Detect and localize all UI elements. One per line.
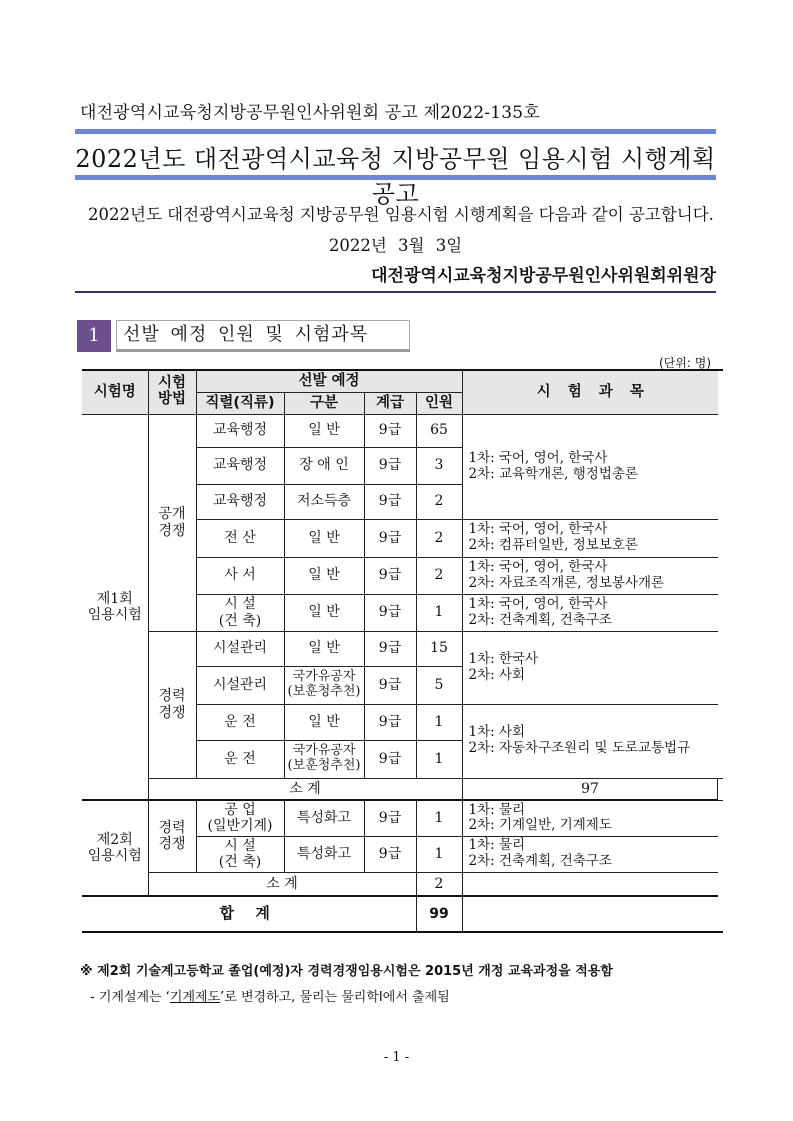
cell-grade: 9급 (364, 484, 416, 519)
cell-subjects: 1차: 국어, 영어, 한국사 2차: 교육학개론, 행정법총론 (462, 414, 718, 519)
cell-position: 전 산 (196, 519, 284, 557)
cell-grade: 9급 (364, 666, 416, 704)
subtotal-value: 2 (416, 872, 462, 896)
total-row (82, 896, 723, 932)
cell-grade: 9급 (364, 836, 416, 872)
total-value: 99 (416, 896, 462, 932)
cell-grade: 9급 (364, 800, 416, 836)
page-number: - 1 - (383, 1050, 410, 1065)
cell-category: 일 반 (284, 704, 364, 740)
header-subjects: 시 험 과 목 (462, 370, 718, 414)
cell-count: 5 (416, 666, 462, 704)
header-divider (75, 291, 716, 293)
table-row (82, 414, 723, 447)
intro-text: 2022년도 대전광역시교육청 지방공무원 임용시험 시행계획을 다음과 같이 공고합니다. (88, 205, 714, 224)
cell-category: 국가유공자 (보훈청추천) (284, 740, 364, 778)
cell-count: 1 (416, 704, 462, 740)
cell-grade: 9급 (364, 594, 416, 631)
header-exam-name: 시험명 (82, 370, 148, 414)
cell-category: 일 반 (284, 414, 364, 447)
cell-subjects: 1차: 사회 2차: 자동차구조원리 및 도로교통법규 (462, 704, 718, 778)
cell-category: 일 반 (284, 594, 364, 631)
cell-category: 일 반 (284, 557, 364, 594)
notice-number: 대전광역시교육청지방공무원인사위원회 공고 제2022-135호 (80, 103, 540, 123)
exam1-method-open: 공개 경쟁 (148, 414, 196, 631)
cell-position: 사 서 (196, 557, 284, 594)
table-row (82, 800, 723, 836)
subtotal-row (82, 872, 723, 896)
cell-count: 1 (416, 836, 462, 872)
cell-count: 2 (416, 484, 462, 519)
cell-category: 국가유공자 (보훈청추천) (284, 666, 364, 704)
cell-subjects: 1차: 국어, 영어, 한국사 2차: 컴퓨터일반, 정보보호론 (462, 519, 718, 557)
header-position: 직렬(직류) (196, 392, 284, 414)
cell-grade: 9급 (364, 519, 416, 557)
cell-count: 1 (416, 594, 462, 631)
cell-count: 3 (416, 447, 462, 484)
cell-subjects: 1차: 물리 2차: 기계일반, 기계제도 (462, 800, 718, 836)
header-grade: 계급 (364, 392, 416, 414)
section-number: 1 (77, 320, 111, 352)
subtotal-label: 소 계 (148, 872, 416, 896)
cell-position: 시 설 (건 축) (196, 836, 284, 872)
section-title: 선발 예정 인원 및 시험과목 (116, 320, 410, 352)
cell-category: 저소득층 (284, 484, 364, 519)
exam1-name: 제1회 임용시험 (82, 414, 148, 800)
cell-position: 공 업 (일반기계) (196, 800, 284, 836)
cell-grade: 9급 (364, 557, 416, 594)
cell-count: 2 (416, 519, 462, 557)
cell-position: 교육행정 (196, 484, 284, 519)
title-bottom-rule (75, 175, 716, 180)
cell-grade: 9급 (364, 740, 416, 778)
header-planned: 선발 예정 (196, 370, 462, 392)
cell-position: 교육행정 (196, 447, 284, 484)
total-label: 합 계 (82, 896, 416, 932)
subtotal-row (82, 778, 723, 800)
header-category: 구분 (284, 392, 364, 414)
cell-position: 운 전 (196, 740, 284, 778)
cell-count: 1 (416, 800, 462, 836)
signer: 대전광역시교육청지방공무원인사위원회위원장 (371, 266, 716, 286)
cell-category: 일 반 (284, 519, 364, 557)
cell-position: 교육행정 (196, 414, 284, 447)
title-top-rule (75, 129, 716, 134)
cell-position: 시설관리 (196, 666, 284, 704)
note-curriculum: ※ 제2회 기술계고등학교 졸업(예정)자 경력경쟁임용시험은 2015년 개정 교육과정을 적용함 (80, 964, 613, 979)
unit-label: (단위: 명) (659, 356, 711, 370)
cell-grade: 9급 (364, 447, 416, 484)
cell-subjects: 1차: 물리 2차: 건축계획, 건축구조 (462, 836, 718, 872)
cell-position: 시 설 (건 축) (196, 594, 284, 631)
cell-category: 특성화고 (284, 800, 364, 836)
selection-table (82, 369, 723, 933)
cell-subjects: 1차: 국어, 영어, 한국사 2차: 자료조직개론, 정보봉사개론 (462, 557, 718, 594)
header-count: 인원 (416, 392, 462, 414)
cell-count: 65 (416, 414, 462, 447)
notice-date: 2022년 3월 3일 (328, 236, 463, 255)
cell-count: 2 (416, 557, 462, 594)
exam2-method-career: 경력 경쟁 (148, 800, 196, 872)
subtotal-value: 97 (462, 778, 718, 800)
cell-category: 장 애 인 (284, 447, 364, 484)
cell-position: 시설관리 (196, 631, 284, 666)
cell-count: 15 (416, 631, 462, 666)
note-subject-change: - 기계설계는 ‘기계제도’로 변경하고, 물리는 물리학Ⅰ에서 출제됨 (90, 990, 450, 1005)
cell-count: 1 (416, 740, 462, 778)
cell-subjects: 1차: 한국사 2차: 사회 (462, 631, 718, 704)
document-title: 2022년도 대전광역시교육청 지방공무원 임용시험 시행계획 공고 (75, 145, 716, 208)
cell-grade: 9급 (364, 414, 416, 447)
table-row (82, 631, 723, 666)
cell-subjects: 1차: 국어, 영어, 한국사 2차: 건축계획, 건축구조 (462, 594, 718, 631)
cell-grade: 9급 (364, 631, 416, 666)
cell-category: 일 반 (284, 631, 364, 666)
cell-grade: 9급 (364, 704, 416, 740)
cell-category: 특성화고 (284, 836, 364, 872)
exam1-method-career: 경력 경쟁 (148, 631, 196, 778)
subtotal-label: 소 계 (148, 778, 462, 800)
header-exam-method: 시험 방법 (148, 370, 196, 414)
exam2-name: 제2회 임용시험 (82, 800, 148, 896)
cell-position: 운 전 (196, 704, 284, 740)
